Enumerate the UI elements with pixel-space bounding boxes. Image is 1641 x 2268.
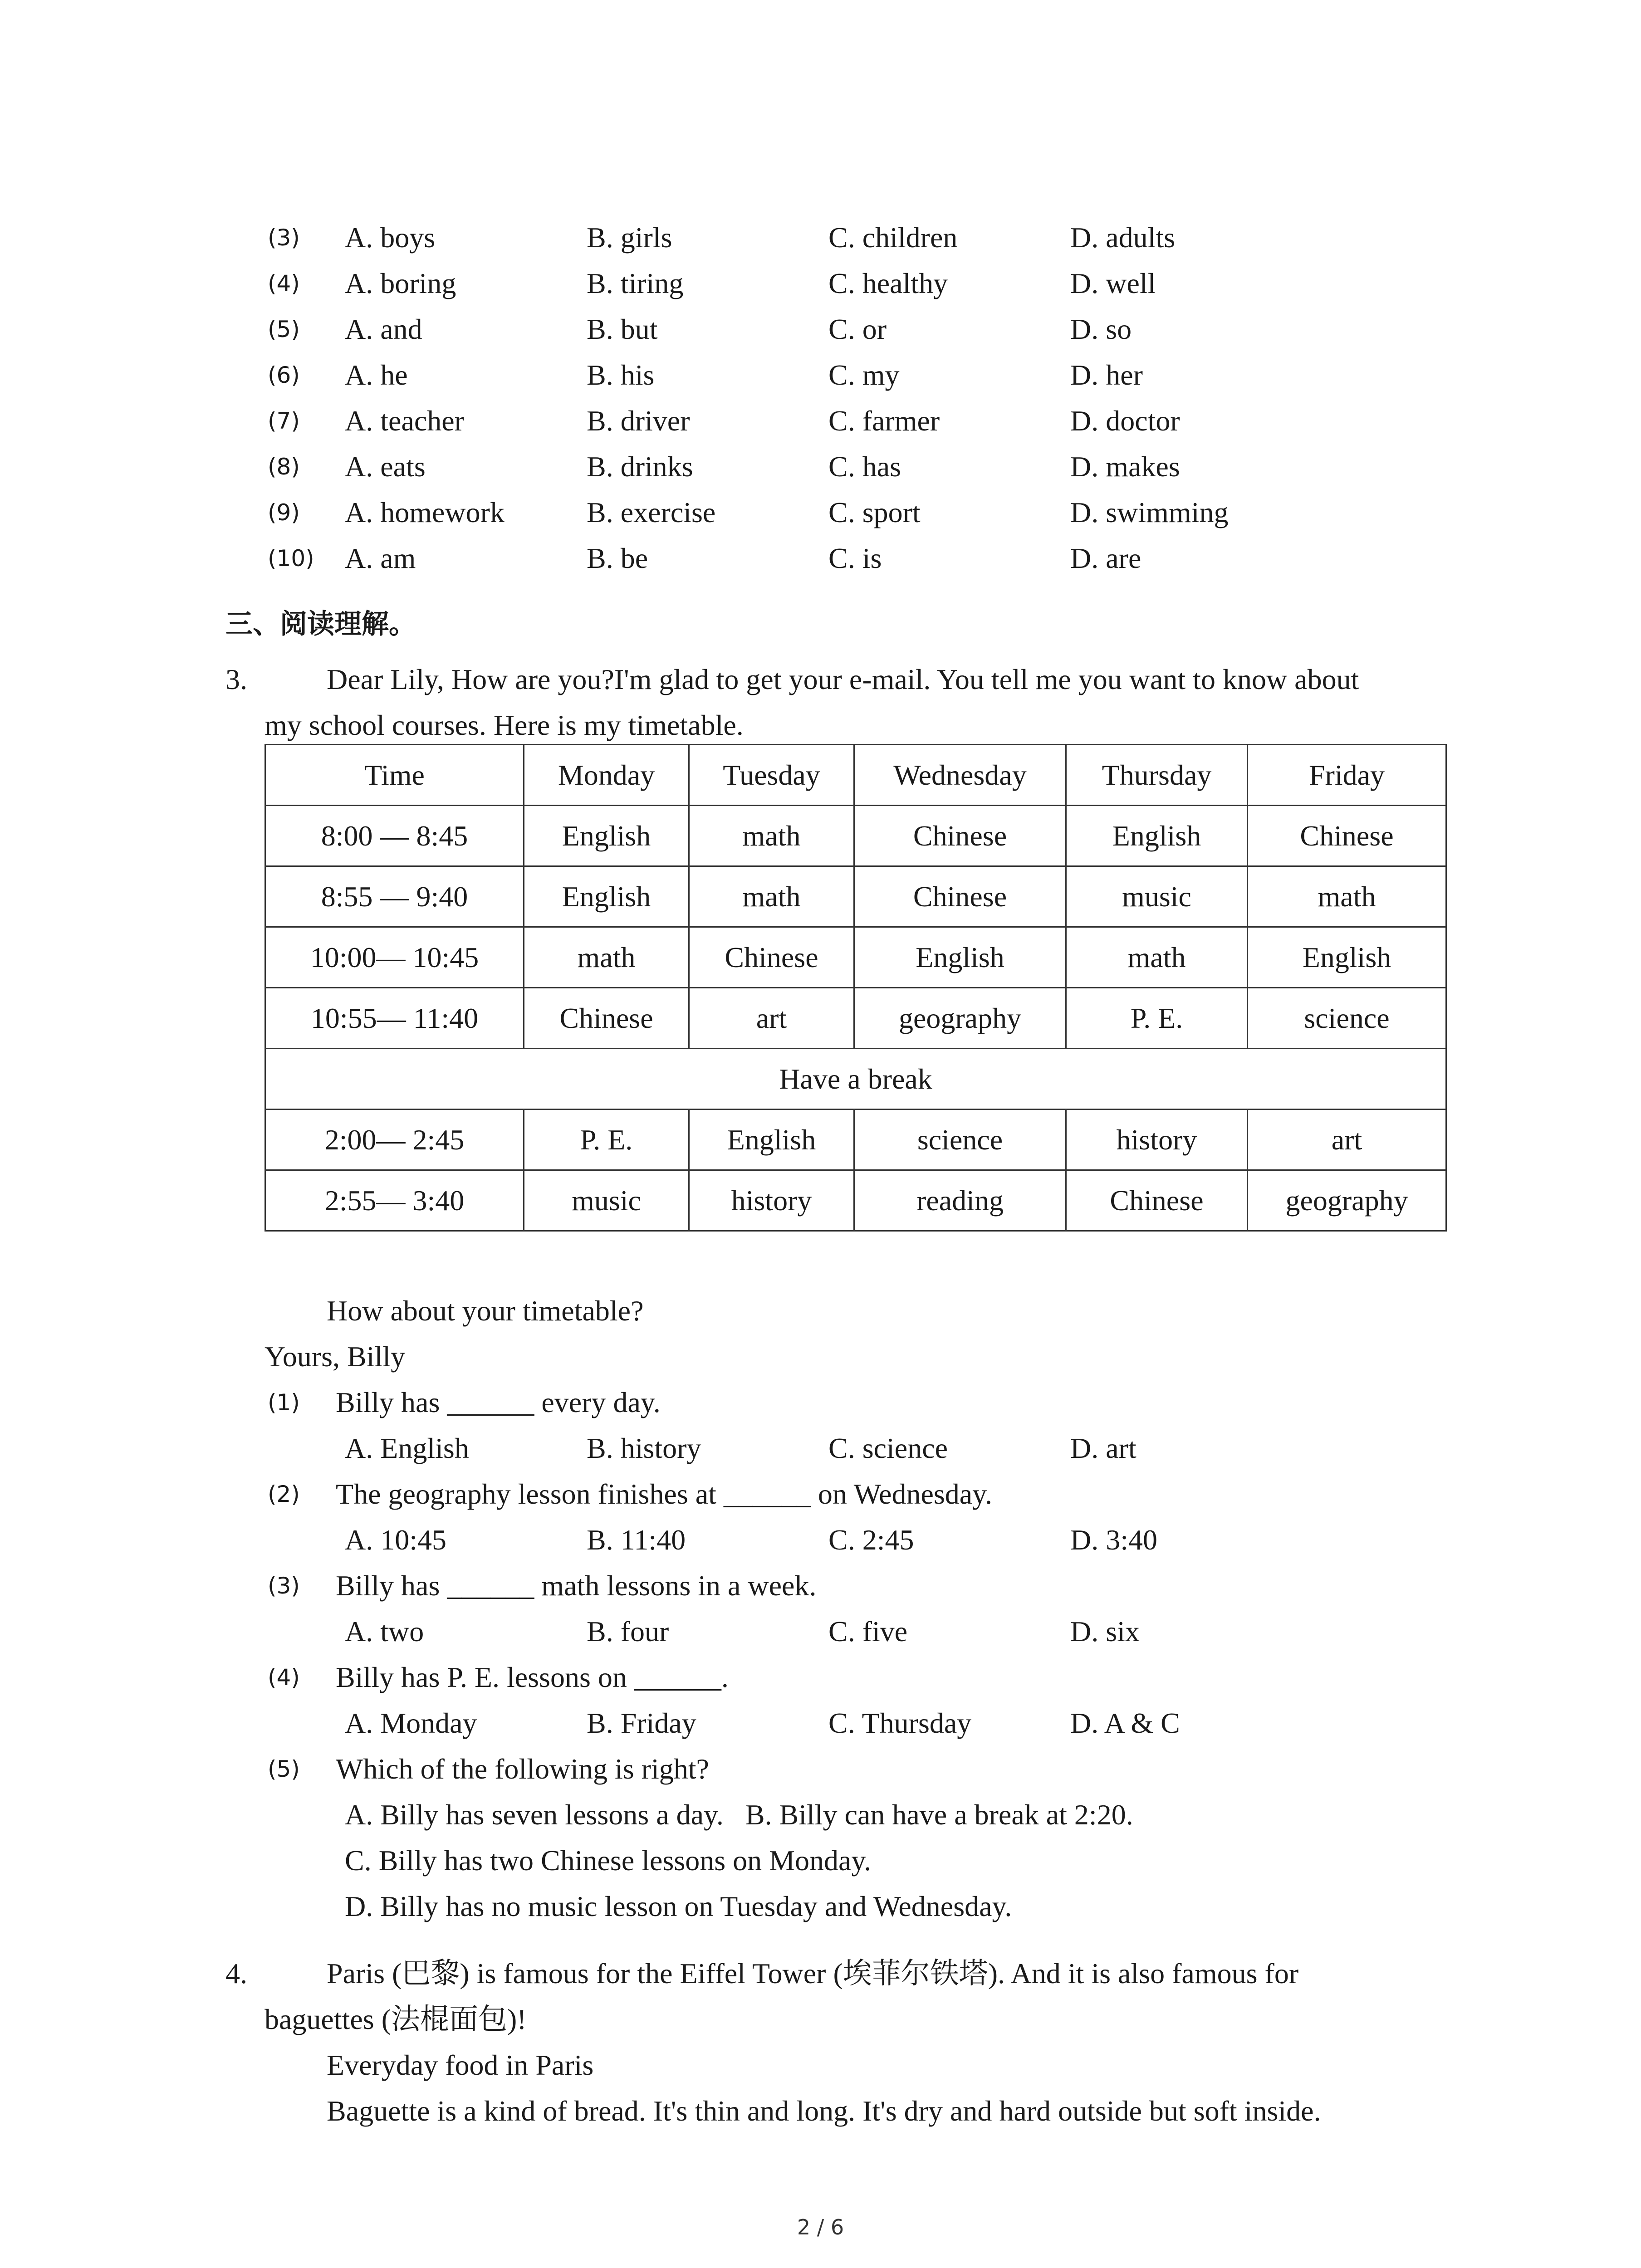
item-number: (9) bbox=[268, 499, 300, 526]
option-d: D. art bbox=[1070, 1432, 1136, 1464]
option-b: B. exercise bbox=[587, 496, 716, 528]
question-stem: The geography lesson finishes at ______ on Wednesday. bbox=[336, 1478, 992, 1510]
item-number: (5) bbox=[268, 316, 300, 342]
item-number: (4) bbox=[268, 270, 300, 297]
question-number: (2) bbox=[268, 1481, 300, 1507]
time-cell: 8:55 — 9:40 bbox=[265, 866, 524, 927]
passage-line2: baguettes (法棍面包)! bbox=[265, 2003, 527, 2035]
option-a: A. eats bbox=[345, 450, 426, 483]
option-c: C. five bbox=[828, 1615, 908, 1647]
question-stem: Billy has P. E. lessons on ______. bbox=[336, 1661, 729, 1693]
option-b: B. four bbox=[587, 1615, 669, 1647]
question-number: (5) bbox=[268, 1756, 300, 1782]
option-c: C. science bbox=[828, 1432, 948, 1464]
option-a: A. teacher bbox=[345, 405, 464, 437]
option-a: A. boys bbox=[345, 221, 436, 254]
timetable bbox=[265, 744, 1447, 1232]
option-a: A. he bbox=[345, 359, 408, 391]
lesson-cell: Chinese bbox=[854, 806, 1066, 866]
option-c: C. children bbox=[828, 221, 958, 254]
lesson-cell: math bbox=[1248, 866, 1446, 927]
timetable-row bbox=[265, 806, 1446, 866]
option-b: B. his bbox=[587, 359, 655, 391]
option-d: D. doctor bbox=[1070, 405, 1180, 437]
option-d: D. adults bbox=[1070, 221, 1176, 254]
option-b: B. history bbox=[587, 1432, 701, 1464]
option-a: A. Monday bbox=[345, 1707, 477, 1739]
lesson-cell: math bbox=[689, 806, 854, 866]
page-number: 2 / 6 bbox=[797, 2215, 844, 2239]
option-d: D. 3:40 bbox=[1070, 1524, 1157, 1556]
question-stem: Which of the following is right? bbox=[336, 1753, 709, 1785]
lesson-cell: Chinese bbox=[854, 866, 1066, 927]
timetable-row bbox=[265, 927, 1446, 988]
header-cell: Thursday bbox=[1066, 745, 1248, 806]
option-d: D. makes bbox=[1070, 450, 1180, 483]
timetable-break-row bbox=[265, 1049, 1446, 1110]
lesson-cell: English bbox=[689, 1110, 854, 1170]
item-number: (3) bbox=[268, 225, 300, 251]
lesson-cell: history bbox=[689, 1170, 854, 1231]
option-c: C. has bbox=[828, 450, 901, 483]
option-c: C. sport bbox=[828, 496, 921, 528]
passage-subtitle: Everyday food in Paris bbox=[327, 2049, 594, 2081]
option-b: B. drinks bbox=[587, 450, 693, 483]
timetable-row bbox=[265, 1110, 1446, 1170]
option-d: D. swimming bbox=[1070, 496, 1229, 528]
question-stem: Billy has ______ every day. bbox=[336, 1386, 661, 1418]
option-a: A. am bbox=[345, 542, 416, 574]
lesson-cell: Chinese bbox=[1066, 1170, 1248, 1231]
lesson-cell: English bbox=[524, 806, 689, 866]
option-d: D. A & C bbox=[1070, 1707, 1180, 1739]
header-cell: Wednesday bbox=[854, 745, 1066, 806]
lesson-cell: art bbox=[689, 988, 854, 1049]
question-number: (1) bbox=[268, 1389, 300, 1416]
item-number: (8) bbox=[268, 454, 300, 480]
option-d: D. Billy has no music lesson on Tuesday and Wednesday. bbox=[345, 1890, 1012, 1922]
option-d: D. well bbox=[1070, 267, 1156, 299]
lesson-cell: English bbox=[1066, 806, 1248, 866]
lesson-cell: science bbox=[854, 1110, 1066, 1170]
lesson-cell: math bbox=[524, 927, 689, 988]
option-a: A. boring bbox=[345, 267, 456, 299]
option-c: C. 2:45 bbox=[828, 1524, 914, 1556]
header-cell: Time bbox=[265, 745, 524, 806]
option-c: C. healthy bbox=[828, 267, 948, 299]
option-b: B. be bbox=[587, 542, 648, 574]
letter-intro-line2: my school courses. Here is my timetable. bbox=[265, 709, 744, 741]
item-number: (7) bbox=[268, 408, 300, 434]
lesson-cell: reading bbox=[854, 1170, 1066, 1231]
option-d: D. six bbox=[1070, 1615, 1140, 1647]
lesson-cell: history bbox=[1066, 1110, 1248, 1170]
option-c: C. is bbox=[828, 542, 882, 574]
option-a: A. English bbox=[345, 1432, 469, 1464]
option-a: A. 10:45 bbox=[345, 1524, 446, 1556]
lesson-cell: English bbox=[524, 866, 689, 927]
lesson-cell: geography bbox=[1248, 1170, 1446, 1231]
time-cell: 10:55— 11:40 bbox=[265, 988, 524, 1049]
option-c: C. my bbox=[828, 359, 900, 391]
question-stem: Billy has ______ math lessons in a week. bbox=[336, 1569, 817, 1602]
lesson-cell: science bbox=[1248, 988, 1446, 1049]
option-d: D. so bbox=[1070, 313, 1132, 345]
lesson-cell: Chinese bbox=[524, 988, 689, 1049]
timetable-row bbox=[265, 866, 1446, 927]
lesson-cell: English bbox=[854, 927, 1066, 988]
lesson-cell: P. E. bbox=[1066, 988, 1248, 1049]
option-c: C. Billy has two Chinese lessons on Monday. bbox=[345, 1844, 872, 1877]
header-cell: Monday bbox=[524, 745, 689, 806]
time-cell: 2:00— 2:45 bbox=[265, 1110, 524, 1170]
lesson-cell: English bbox=[1248, 927, 1446, 988]
option-b: B. Friday bbox=[587, 1707, 696, 1739]
lesson-cell: math bbox=[1066, 927, 1248, 988]
option-c: C. farmer bbox=[828, 405, 940, 437]
lesson-cell: music bbox=[524, 1170, 689, 1231]
header-cell: Friday bbox=[1248, 745, 1446, 806]
question-number: 3. bbox=[225, 663, 247, 695]
timetable-header-row bbox=[265, 745, 1446, 806]
option-b: B. 11:40 bbox=[587, 1524, 686, 1556]
question-number: (4) bbox=[268, 1664, 300, 1691]
option-d: D. are bbox=[1070, 542, 1141, 574]
option-c: C. Thursday bbox=[828, 1707, 972, 1739]
passage-body: Baguette is a kind of bread. It's thin and long. It's dry and hard outside but soft inside. bbox=[327, 2095, 1321, 2127]
option-d: D. her bbox=[1070, 359, 1143, 391]
option-a: A. homework bbox=[345, 496, 505, 528]
lesson-cell: geography bbox=[854, 988, 1066, 1049]
question-number: (3) bbox=[268, 1573, 300, 1599]
option-a: A. two bbox=[345, 1615, 424, 1647]
option-c: C. or bbox=[828, 313, 887, 345]
option-b: B. driver bbox=[587, 405, 690, 437]
timetable-row bbox=[265, 988, 1446, 1049]
lesson-cell: art bbox=[1248, 1110, 1446, 1170]
question-number: 4. bbox=[225, 1957, 247, 1989]
time-cell: 2:55— 3:40 bbox=[265, 1170, 524, 1231]
letter-intro-line1: Dear Lily, How are you?I'm glad to get your e-mail. You tell me you want to know about bbox=[327, 663, 1359, 695]
option-a-b: A. Billy has seven lessons a day. B. Billy can have a break at 2:20. bbox=[345, 1799, 1133, 1831]
lesson-cell: Chinese bbox=[689, 927, 854, 988]
lesson-cell: music bbox=[1066, 866, 1248, 927]
time-cell: 10:00— 10:45 bbox=[265, 927, 524, 988]
option-a: A. and bbox=[345, 313, 422, 345]
option-b: B. but bbox=[587, 313, 658, 345]
letter-signature: Yours, Billy bbox=[265, 1340, 406, 1373]
option-b: B. tiring bbox=[587, 267, 684, 299]
passage-line1: Paris (巴黎) is famous for the Eiffel Tower (埃菲尔铁塔). And it is also famous for bbox=[327, 1957, 1299, 1989]
lesson-cell: Chinese bbox=[1248, 806, 1446, 866]
item-number: (10) bbox=[268, 545, 314, 572]
section-heading: 三、阅读理解。 bbox=[225, 608, 416, 640]
item-number: (6) bbox=[268, 362, 300, 388]
timetable-row bbox=[265, 1170, 1446, 1231]
lesson-cell: math bbox=[689, 866, 854, 927]
option-b: B. girls bbox=[587, 221, 672, 254]
break-cell: Have a break bbox=[265, 1049, 1446, 1110]
time-cell: 8:00 — 8:45 bbox=[265, 806, 524, 866]
lesson-cell: P. E. bbox=[524, 1110, 689, 1170]
closing-question: How about your timetable? bbox=[327, 1295, 644, 1327]
header-cell: Tuesday bbox=[689, 745, 854, 806]
